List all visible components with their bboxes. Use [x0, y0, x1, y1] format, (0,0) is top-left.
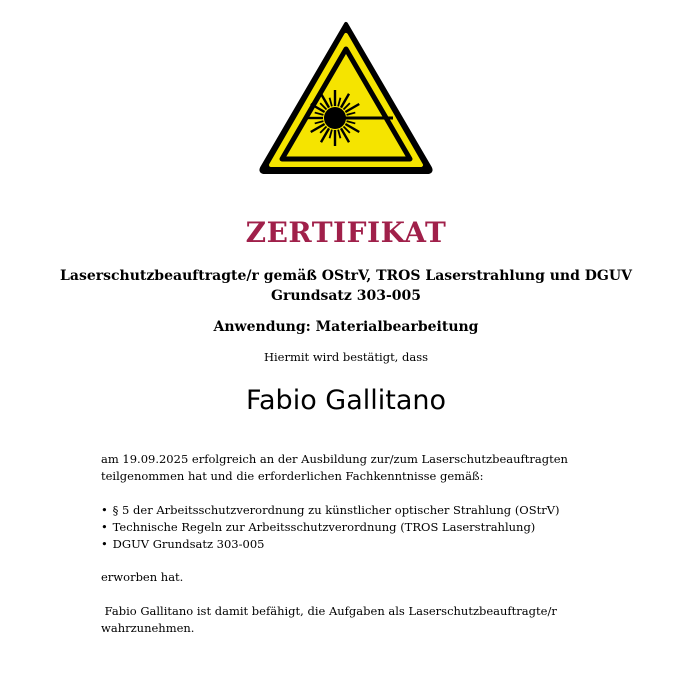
list-item-text: DGUV Grundsatz 303-005: [112, 537, 265, 551]
acquired-text: erworben hat.: [101, 570, 184, 584]
closing-line-1: Fabio Gallitano ist damit befähigt, die Aufgaben als Laserschutzbeauftragte/r: [101, 604, 557, 618]
recipient-name: Fabio Gallitano: [245, 385, 447, 416]
list-item-text: § 5 der Arbeitsschutzverordnung zu künstlicher optischer Strahlung (OStrV): [112, 503, 560, 517]
qualification-list: [101, 502, 601, 553]
certificate-title: ZERTIFIKAT: [245, 216, 447, 249]
list-item-text: Technische Regeln zur Arbeitsschutzverordnung (TROS Laserstrahlung): [112, 520, 536, 534]
confirmation-text: Hiermit wird bestätigt, dass: [263, 350, 429, 364]
bullet: •: [101, 537, 108, 551]
application-line: Anwendung: Materialbearbeitung: [213, 319, 479, 335]
bullet: •: [101, 503, 108, 517]
completion-line-1: am 19.09.2025 erfolgreich an der Ausbildung zur/zum Laserschutzbeauftragten: [101, 452, 568, 466]
subtitle-line-2: Grundsatz 303-005: [271, 288, 421, 304]
list-item: [101, 536, 601, 553]
laser-warning-icon: [258, 20, 434, 174]
list-item: [101, 502, 601, 519]
closing-line-2: wahrzunehmen.: [101, 621, 195, 635]
completion-paragraph: [101, 451, 601, 485]
subtitle-line-1: Laserschutzbeauftragte/r gemäß OStrV, TROS Laserstrahlung und DGUV: [60, 268, 632, 284]
completion-line-2: teilgenommen hat und die erforderlichen Fachkenntnisse gemäß:: [101, 469, 484, 483]
list-item: [101, 519, 601, 536]
certificate-subtitle: [0, 266, 692, 306]
closing-paragraph: [101, 603, 601, 637]
bullet: •: [101, 520, 108, 534]
